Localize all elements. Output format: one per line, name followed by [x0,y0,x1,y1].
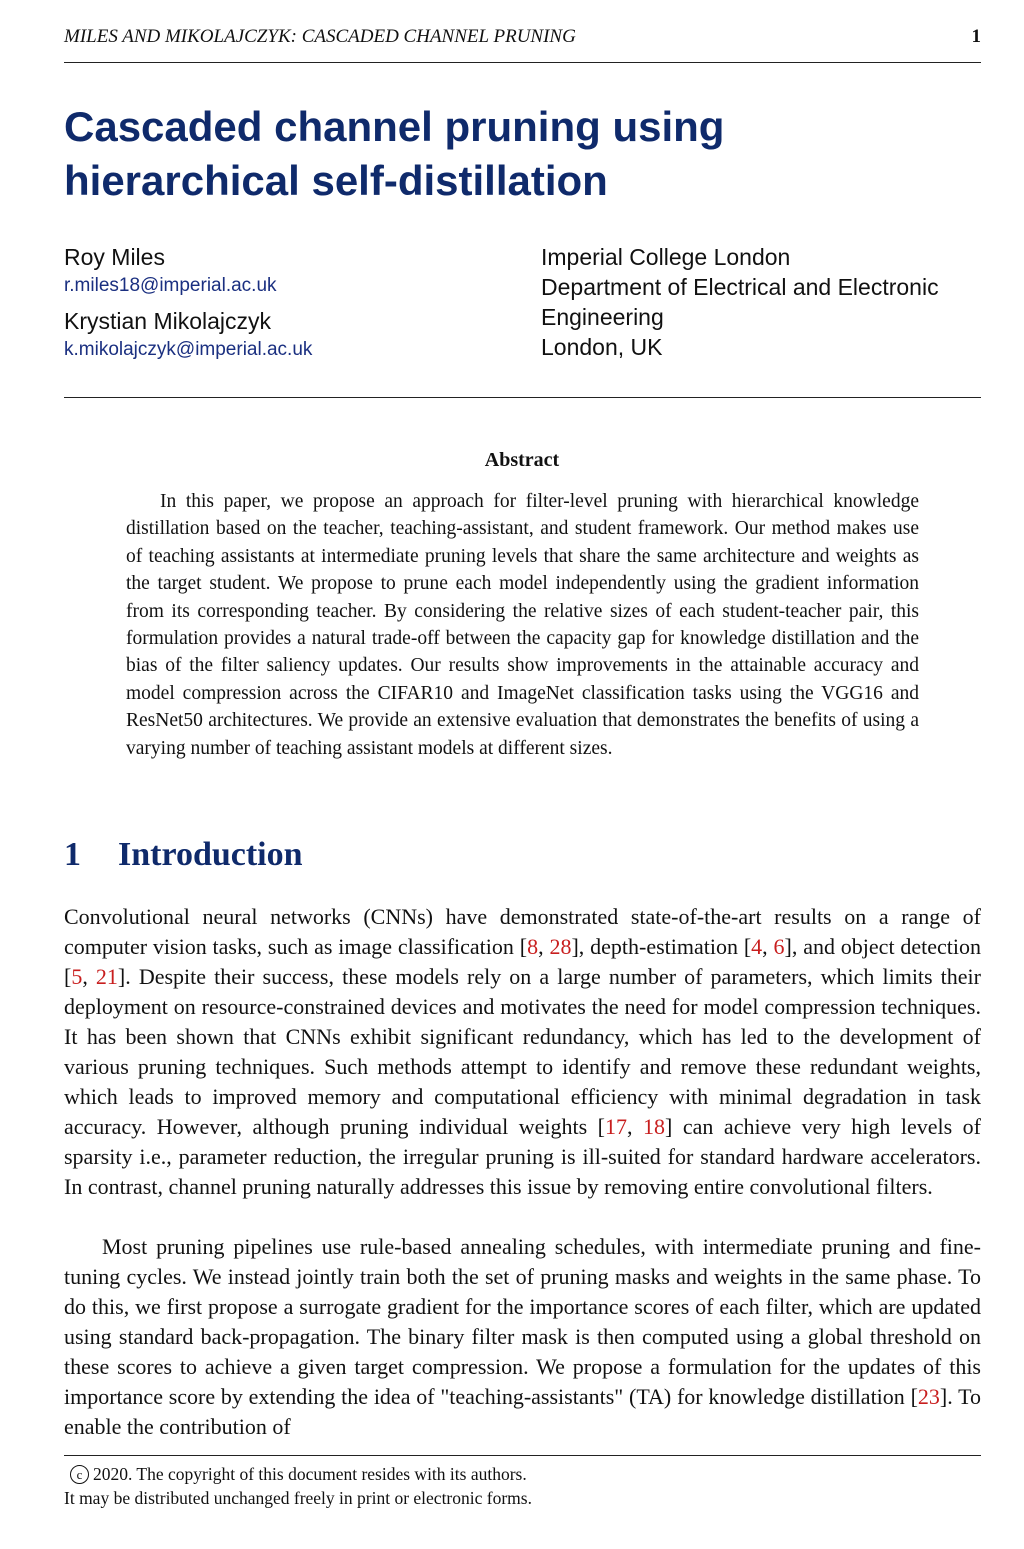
abstract-text: In this paper, we propose an approach for filter-level pruning with hierarchical knowledge distillation based on the teacher, teaching-assistant, and student framework. Our method makes use of teaching assistants at intermediate pruning levels that share the same architecture and weights as the target student. We propose to prune each model independently using the gradient information from its corresponding teacher. By considering the relative sizes of each student-teacher pair, this formulation provides a natural trade-off between the capacity gap for knowledge distillation and the bias of the filter saliency updates. Our results show improvements in the attainable accuracy and model compression across the CIFAR10 and ImageNet classification tasks using the VGG16 and ResNet50 architectures. We provide an extensive evaluation that demonstrates the benefits of using a varying number of teaching assistant models at different sizes. [126,491,919,759]
running-title: MILES AND MIKOLAJCZYK: CASCADED CHANNEL PRUNING [64,26,576,47]
section-heading [64,836,303,874]
affiliation-line-4: London, UK [541,334,663,360]
author-name-1: Roy Miles [64,244,165,270]
abstract-heading: Abstract [484,449,560,471]
p2-text-1: Most pruning pipelines use rule-based annealing schedules, with intermediate pruning and fine-tuning cycles. We instead jointly train both the set of pruning masks and weights in the same phase. To do this, we first propose a surrogate gradient for the importance scores of each filter, which are updated using standard back-propagation. The binary filter mask is then computed using a global threshold on these scores to achieve a given target compression. We propose a formulation for the updates of this importance score by extending the idea of "teaching-assistants" (TA) for knowledge distillation [64,1234,981,1409]
citation-6[interactable]: 6 [773,934,785,959]
citation-28[interactable]: 28 [549,934,572,959]
title-line-2: hierarchical self-distillation [64,157,608,204]
affiliation-line-1: Imperial College London [541,244,791,270]
affiliation-block [541,242,986,362]
intro-paragraph-2: Most pruning pipelines use rule-based annealing schedules, with intermediate pruning and fine-tuning cycles. We instead jointly train both the set of pruning masks and weights in the same phase. To do this, we first propose a surrogate gradient for the importance scores of each filter, which are updated using standard back-propagation. The binary filter mask is then computed using a global threshold on these scores to achieve a given target compression. We propose a formulation for the updates of this importance score by extending the idea of "teaching-assistants" (TA) for knowledge distillation [23]. To enable the contribution of [64,1234,981,1439]
citation-21[interactable]: 21 [95,964,118,989]
section-title: Introduction [118,836,303,873]
citation-8[interactable]: 8 [527,934,539,959]
affiliation-line-2: Department of Electrical and Electronic [541,274,939,300]
affiliation-line-3: Engineering [541,304,664,330]
title-line-1: Cascaded channel pruning using [64,103,725,150]
author-email-1[interactable]: r.miles18@imperial.ac.uk [64,275,277,296]
intro-paragraph-1: Convolutional neural networks (CNNs) have demonstrated state-of-the-art results on a range of computer vision tasks, such as image classification [8, 28], depth-estimation [4, 6], and object detection [5, 21]. Despite their success, these models rely on a large number of parameters, which limits their deployment on resource-constrained devices and motivates the need for model compression techniques. It has been shown that CNNs exhibit significant redundancy, which has led to the development of various pruning techniques. Such methods attempt to identify and remove these redundant weights, which leads to improved memory and computational efficiency with minimal degradation in task accuracy. However, although pruning individual weights [17, 18] can achieve very high levels of sparsity i.e., parameter reduction, the irregular pruning is ill-suited for standard hardware accelerators. In contrast, channel pruning naturally addresses this issue by removing entire convolutional filters. [64,904,982,1199]
section-number: 1 [64,836,81,873]
author-email-2[interactable]: k.mikolajczyk@imperial.ac.uk [64,339,313,360]
citation-18[interactable]: 18 [643,1114,666,1139]
header-rule [64,62,981,63]
footnote-line-2: It may be distributed unchanged freely in print or electronic forms. [64,1488,532,1508]
citation-23[interactable]: 23 [917,1384,940,1409]
copyright-footnote [64,1462,981,1510]
title-block-rule [64,397,981,398]
author-name-2: Krystian Mikolajczyk [64,308,272,334]
p1-text-2: , depth-estimation [578,934,744,959]
copyright-icon: c [70,1465,89,1484]
paper-title [64,100,944,208]
citation-5[interactable]: 5 [71,964,83,989]
citation-17[interactable]: 17 [605,1114,627,1139]
author-block [64,242,504,370]
p2-text-2: . To enable the contribution of [64,1384,981,1439]
footnote-line-1: 2020. The copyright of this document resides with its authors. [93,1464,527,1484]
p1-text-3: , and object detection [791,934,982,959]
p1-text-5: can achieve very high levels of sparsity i.e., parameter reduction, the irregular pruning is ill-suited for standard hardware accelerators. In contrast, channel pruning naturally addresses this issue by removing entire convolutional filters. [64,1114,982,1199]
citation-4[interactable]: 4 [751,934,763,959]
page-number: 1 [971,26,981,47]
p1-text-1: Convolutional neural networks (CNNs) have demonstrated state-of-the-art results on a range of computer vision tasks, such as image classification [64,904,981,959]
footnote-rule [64,1455,981,1456]
running-header [64,26,981,48]
p1-text-4: . Despite their success, these models rely on a large number of parameters, which limits their deployment on resource-constrained devices and motivates the need for model compression techniques. It has been shown that CNNs exhibit significant redundancy, which has led to the development of various pruning techniques. Such methods attempt to identify and remove these redundant weights, which leads to improved memory and computational efficiency with minimal degradation in task accuracy. However, although pruning individual weights [64,964,981,1139]
